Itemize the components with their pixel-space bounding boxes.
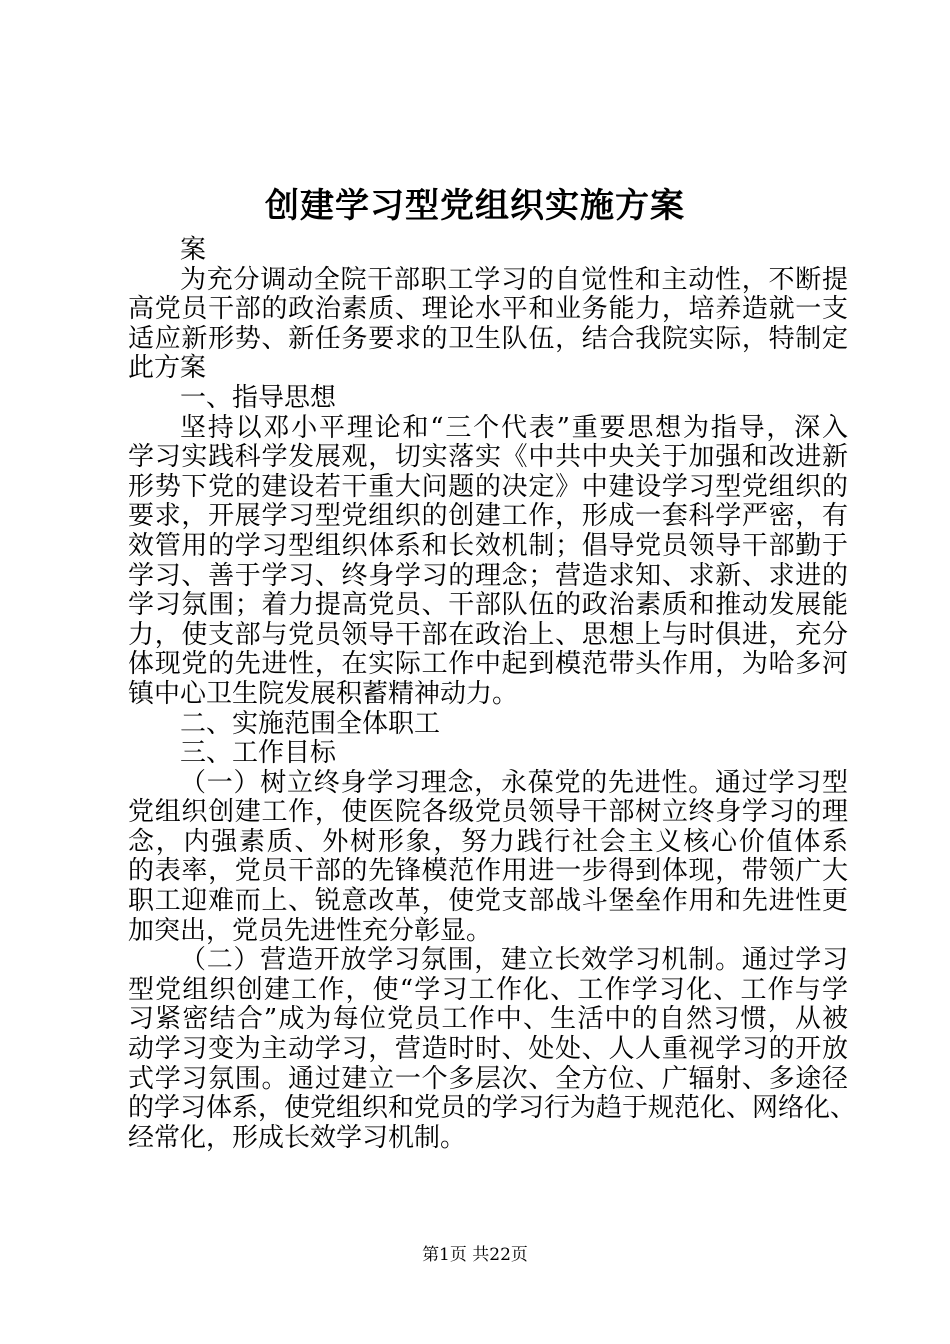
body-line: 适应新形势、新任务要求的卫生队伍，结合我院实际，特制定 [128,323,848,354]
body-line: 坚持以邓小平理论和“三个代表”重要思想为指导，深入 [180,412,848,443]
body-line: 念，内强素质、外树形象，努力践行社会主义核心价值体系 [128,826,848,857]
body-line: 形势下党的建设若干重大问题的决定》中建设学习型党组织的 [128,471,848,502]
body-line: 动学习变为主动学习，营造时时、处处、人人重视学习的开放 [128,1034,848,1065]
body-line: 式学习氛围。通过建立一个多层次、全方位、广辐射、多途径 [128,1063,848,1094]
body-line: 力，使支部与党员领导干部在政治上、思想上与时俱进，充分 [128,619,848,650]
body-line: 三、工作目标 [180,738,337,769]
body-line: （二）营造开放学习氛围，建立长效学习机制。通过学习 [180,945,848,976]
body-line: 习紧密结合”成为每位党员工作中、生活中的自然习惯，从被 [128,1004,848,1035]
body-line: 加突出，党员先进性充分彰显。 [128,915,493,946]
body-line: 型党组织创建工作，使“学习工作化、工作学习化、工作与学 [128,974,848,1005]
page-footer: 第1页 共22页 [422,1245,528,1265]
body-line: 二、实施范围全体职工 [180,708,441,739]
body-line: 镇中心卫生院发展积蓄精神动力。 [128,678,519,709]
body-line: 学习、善于学习、终身学习的理念；营造求知、求新、求进的 [128,560,848,591]
body-line: 为充分调动全院干部职工学习的自觉性和主动性，不断提 [180,264,848,295]
body-line: 体现党的先进性，在实际工作中起到模范带头作用，为哈多河 [128,649,848,680]
body-line: 党组织创建工作，使医院各级党员领导干部树立终身学习的理 [128,797,848,828]
body-line: 一、指导思想 [180,382,337,413]
document-body [128,235,857,1153]
body-line: 此方案 [128,353,207,384]
body-line: 的学习体系，使党组织和党员的学习行为趋于规范化、网络化、 [128,1093,857,1124]
body-line: （一）树立终身学习理念，永葆党的先进性。通过学习型 [180,767,848,798]
body-line: 学习实践科学发展观，切实落实《中共中央关于加强和改进新 [128,442,848,473]
body-line: 高党员干部的政治素质、理论水平和业务能力，培养造就一支 [128,294,848,325]
body-line: 的表率，党员干部的先锋模范作用进一步得到体现，带领广大 [128,856,848,887]
body-line: 职工迎难而上、锐意改革，使党支部战斗堡垒作用和先进性更 [128,886,848,917]
body-line: 学习氛围；着力提高党员、干部队伍的政治素质和推动发展能 [128,590,848,621]
body-line: 经常化，形成长效学习机制。 [128,1122,467,1153]
body-line: 效管用的学习型组织体系和长效机制；倡导党员领导干部勤于 [128,530,848,561]
body-line: 案 [180,235,207,265]
document-title: 创建学习型党组织实施方案 [265,186,685,226]
body-line: 要求，开展学习型党组织的创建工作，形成一套科学严密，有 [128,501,848,532]
